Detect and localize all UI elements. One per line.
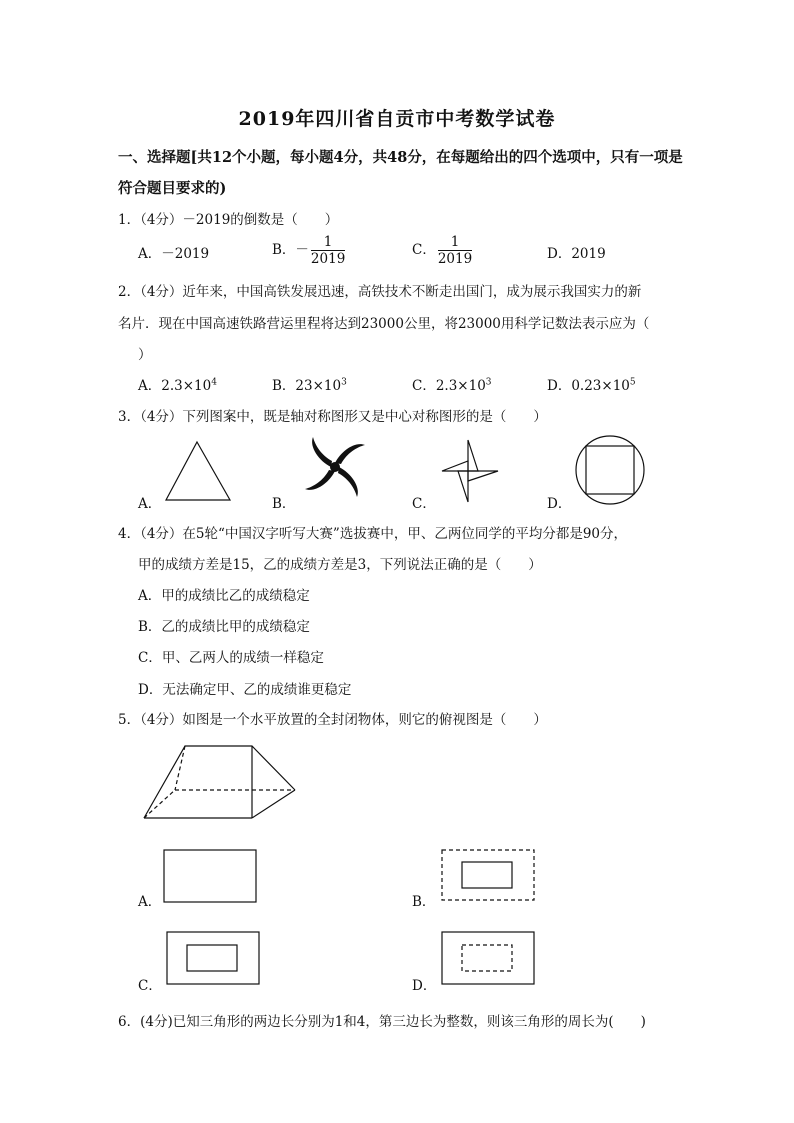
q1-option-b-fraction (311, 234, 345, 267)
option-base: D．0.23×10 (547, 378, 630, 394)
fraction-denominator: 2019 (310, 251, 346, 267)
q4-option-c: C．甲、乙两人的成绩一样稳定 (138, 650, 324, 666)
section-heading-line1: 一、选择题[共12个小题，每小题4分，共48分，在每题给出的四个选项中，只有一项是 (118, 149, 683, 166)
triangle-figure (164, 440, 234, 502)
option-base: C．2.3×10 (412, 378, 486, 394)
outer-dashed-rectangle (442, 850, 534, 900)
q5-option-c-label: C． (138, 978, 162, 994)
q5-option-b-figure (440, 848, 536, 902)
q2-option-a (138, 374, 217, 394)
q1-option-d: D．2019 (547, 246, 606, 262)
option-exponent: 3 (341, 377, 347, 388)
q3-option-c-label: C． (412, 496, 436, 512)
q4-line2: 甲的成绩方差是15，乙的成绩方差是3，下列说法正确的是（ ） (138, 557, 542, 573)
fraction-numerator: 1 (311, 234, 345, 251)
q5-option-d-figure (440, 930, 536, 986)
q2-line2: 名片．现在中国高速铁路营运里程将达到23000公里，将23000用科学记数法表示应为（ (118, 316, 650, 332)
inner-rectangle (187, 945, 237, 971)
q1-option-a: A．－2019 (138, 246, 210, 262)
q5-option-b-label: B． (412, 894, 436, 910)
option-exponent: 5 (629, 377, 636, 388)
q1-option-b (272, 234, 345, 267)
page-title: 2019年四川省自贡市中考数学试卷 (238, 108, 556, 130)
windmill-figure (440, 438, 500, 504)
circle-square-figure (574, 434, 646, 506)
q5-option-a-label: A． (138, 894, 162, 910)
q2-option-d (547, 374, 636, 394)
q4-line1: 4．（4分）在5轮“中国汉字听写大赛”选拔赛中，甲、乙两位同学的平均分都是90分， (118, 526, 627, 542)
q2-option-c (412, 374, 492, 394)
option-base: A．2.3×10 (138, 378, 212, 394)
fraction-numerator: 1 (438, 234, 472, 251)
fraction-denominator: 2019 (437, 251, 473, 267)
pinwheel-figure (300, 432, 370, 502)
q3-option-d-label: D． (547, 496, 572, 512)
option-base: B．23×10 (272, 378, 342, 394)
q1-option-c-prefix: C． (412, 242, 436, 258)
q4-option-d: D．无法确定甲、乙的成绩谁更稳定 (138, 682, 352, 698)
q2-line1: 2．（4分）近年来，中国高铁发展迅速，高铁技术不断走出国门，成为展示我国实力的新 (118, 284, 642, 300)
outer-rectangle (164, 850, 256, 902)
section-heading-line2: 符合题目要求的) (118, 180, 227, 197)
windmill-shape (442, 440, 498, 502)
q5-option-a-figure (162, 848, 258, 904)
option-exponent: 4 (211, 377, 217, 388)
inscribed-square-shape (586, 446, 634, 494)
q1-stem: 1．（4分）－2019的倒数是（ ） (118, 212, 339, 228)
q5-option-d-label: D． (412, 978, 437, 994)
option-exponent: 3 (485, 377, 492, 388)
q1-option-c-fraction (438, 234, 472, 267)
q3-option-a-label: A． (138, 496, 162, 512)
inner-dashed-rectangle (462, 945, 512, 971)
q6-stem: 6．(4分)已知三角形的两边长分别为1和4，第三边长为整数，则该三角形的周长为( ) (118, 1014, 646, 1030)
q5-option-c-figure (165, 930, 261, 986)
q3-stem: 3．（4分）下列图案中，既是轴对称图形又是中心对称图形的是（ ） (118, 409, 547, 425)
inner-rectangle (462, 862, 512, 888)
frustum-shape (144, 746, 295, 818)
outer-rectangle (442, 932, 534, 984)
q2-line3: ） (138, 347, 152, 363)
frustum-3d-figure (140, 742, 300, 824)
q4-option-b: B．乙的成绩比甲的成绩稳定 (138, 619, 310, 635)
q4-option-a: A．甲的成绩比乙的成绩稳定 (138, 588, 310, 604)
q1-option-c (412, 234, 472, 267)
q2-option-b (272, 374, 347, 394)
pinwheel-shape (305, 437, 365, 497)
q1-option-b-prefix: B．－ (272, 242, 309, 258)
outer-rectangle (167, 932, 259, 984)
q3-option-b-label: B． (272, 496, 296, 512)
q5-stem: 5．（4分）如图是一个水平放置的全封闭物体，则它的俯视图是（ ） (118, 712, 547, 728)
triangle-shape (166, 442, 230, 500)
